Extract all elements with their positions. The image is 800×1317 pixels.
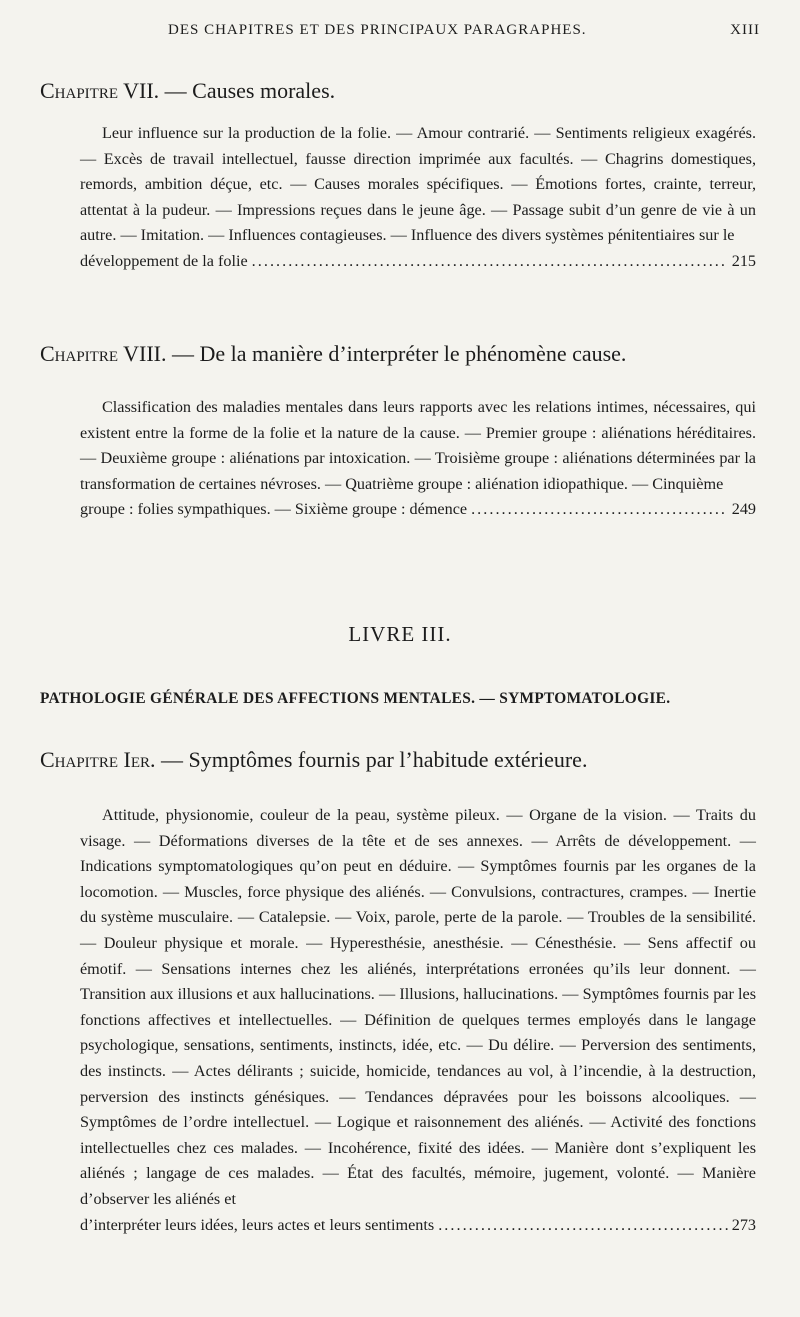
page-reference: 273 <box>731 1215 756 1234</box>
chapter-label: Chapitre Ier. <box>40 747 156 772</box>
summary-text: Classification des maladies mentales dans leurs rapports avec les relations intimes, nécessaires, qui existent entre la forme de la folie et la nature de la cause. — Premier groupe : aliénations héréditaires. — Deuxième groupe : aliénations par intoxication. — Troisième groupe : aliénations déterminées par la transformation de certaines névroses. — Quatrième groupe : aliénation idiopathique. — Cinquième <box>80 398 756 493</box>
running-title: DES CHAPITRES ET DES PRINCIPAUX PARAGRAPHES. <box>168 22 587 38</box>
chapter-title: — De la manière d’interpréter le phénomène cause. <box>171 341 627 366</box>
summary-last-line: développement de la folie <box>80 251 248 270</box>
chapter-label: Chapitre VII. <box>40 78 160 103</box>
summary-text: Attitude, physionomie, couleur de la peau, système pileux. — Organe de la vision. — Traits du visage. — Déformations diverses de la tête et de ses annexes. — Arrêts de développement. — Indications symptomatologiques qu’on peut en déduire. — Symptômes fournis par les organes de la locomotion. — Muscles, force physique des aliénés. — Convulsions, contractures, crampes. — Inertie du système musculaire. — Catalepsie. — Voix, parole, perte de la parole. — Troubles de la sensibilité. — Douleur physique et morale. — Hyperesthésie, anesthésie. — Cénesthésie. — Sens affectif ou émotif. — Sensations internes chez les aliénés, interprétations erronées qu’ils leur donnent. — Transition aux illusions et aux hallucinations. — Illusions, hallucinations. — Symptômes fournis par les fonctions affectives et intellectuelles. — Définition de quelques termes employés dans le langage psychologique, sensations, sentiments, instincts, idée, etc. — Du délire. — Perversion des sentiments, des instincts. — Actes délirants ; suicide, homicide, tendances au vol, à l’incendie, à la destruction, perversion des instincts génésiques. — Tendances dépravées pour les boissons alcooliques. — Symptômes de l’ordre intellectuel. — Logique et raisonnement des aliénés. — Activité des fonctions intellectuelles chez ces malades. — Incohérence, fixité des idées. — Manière dont s’expliquent les aliénés ; langage de ces malades. — État des facultés, mémoire, jugement, volonté. — Manière d’observer les aliénés et <box>80 806 756 1208</box>
chapter-viii-heading <box>40 341 626 367</box>
summary-text: Leur influence sur la production de la folie. — Amour contrarié. — Sentiments religieux exagérés. — Excès de travail intellectuel, fausse direction imprimée aux facultés. — Chagrins domestiques, remords, ambition déçue, etc. — Causes morales spécifiques. — Émotions fortes, crainte, terreur, attentat à la pudeur. — Impressions reçues dans le jeune âge. — Passage subit d’un genre de vie à un autre. — Imitation. — Influences contagieuses. — Influence des divers systèmes pénitentiaires sur le <box>80 124 756 245</box>
chapter-title: — Causes morales. <box>164 78 336 103</box>
chapter-title: — Symptômes fournis par l’habitude extérieure. <box>161 747 588 772</box>
page-number: XIII <box>730 22 760 38</box>
chapter-viii-summary <box>80 395 756 523</box>
chapter-vii-summary <box>80 121 756 275</box>
toc-entry-line <box>80 497 756 523</box>
toc-entry-line <box>80 249 756 275</box>
chapter-i-heading <box>40 747 587 773</box>
leader-dots <box>252 249 728 275</box>
book-part-title: LIVRE III. <box>348 622 452 646</box>
leader-dots <box>471 497 728 523</box>
chapter-vii-heading <box>40 78 335 104</box>
chapter-i-summary <box>80 803 756 1238</box>
summary-last-line: groupe : folies sympathiques. — Sixième groupe : démence <box>80 500 468 519</box>
section-title: PATHOLOGIE GÉNÉRALE DES AFFECTIONS MENTALES. — SYMPTOMATOLOGIE. <box>40 690 671 707</box>
summary-last-line: d’interpréter leurs idées, leurs actes et leurs sentiments <box>80 1215 435 1234</box>
toc-entry-line <box>80 1213 756 1239</box>
leader-dots <box>438 1213 728 1239</box>
chapter-label: Chapitre VIII. <box>40 341 167 366</box>
page-reference: 215 <box>731 251 756 270</box>
page-reference: 249 <box>731 500 756 519</box>
running-header <box>0 22 800 44</box>
